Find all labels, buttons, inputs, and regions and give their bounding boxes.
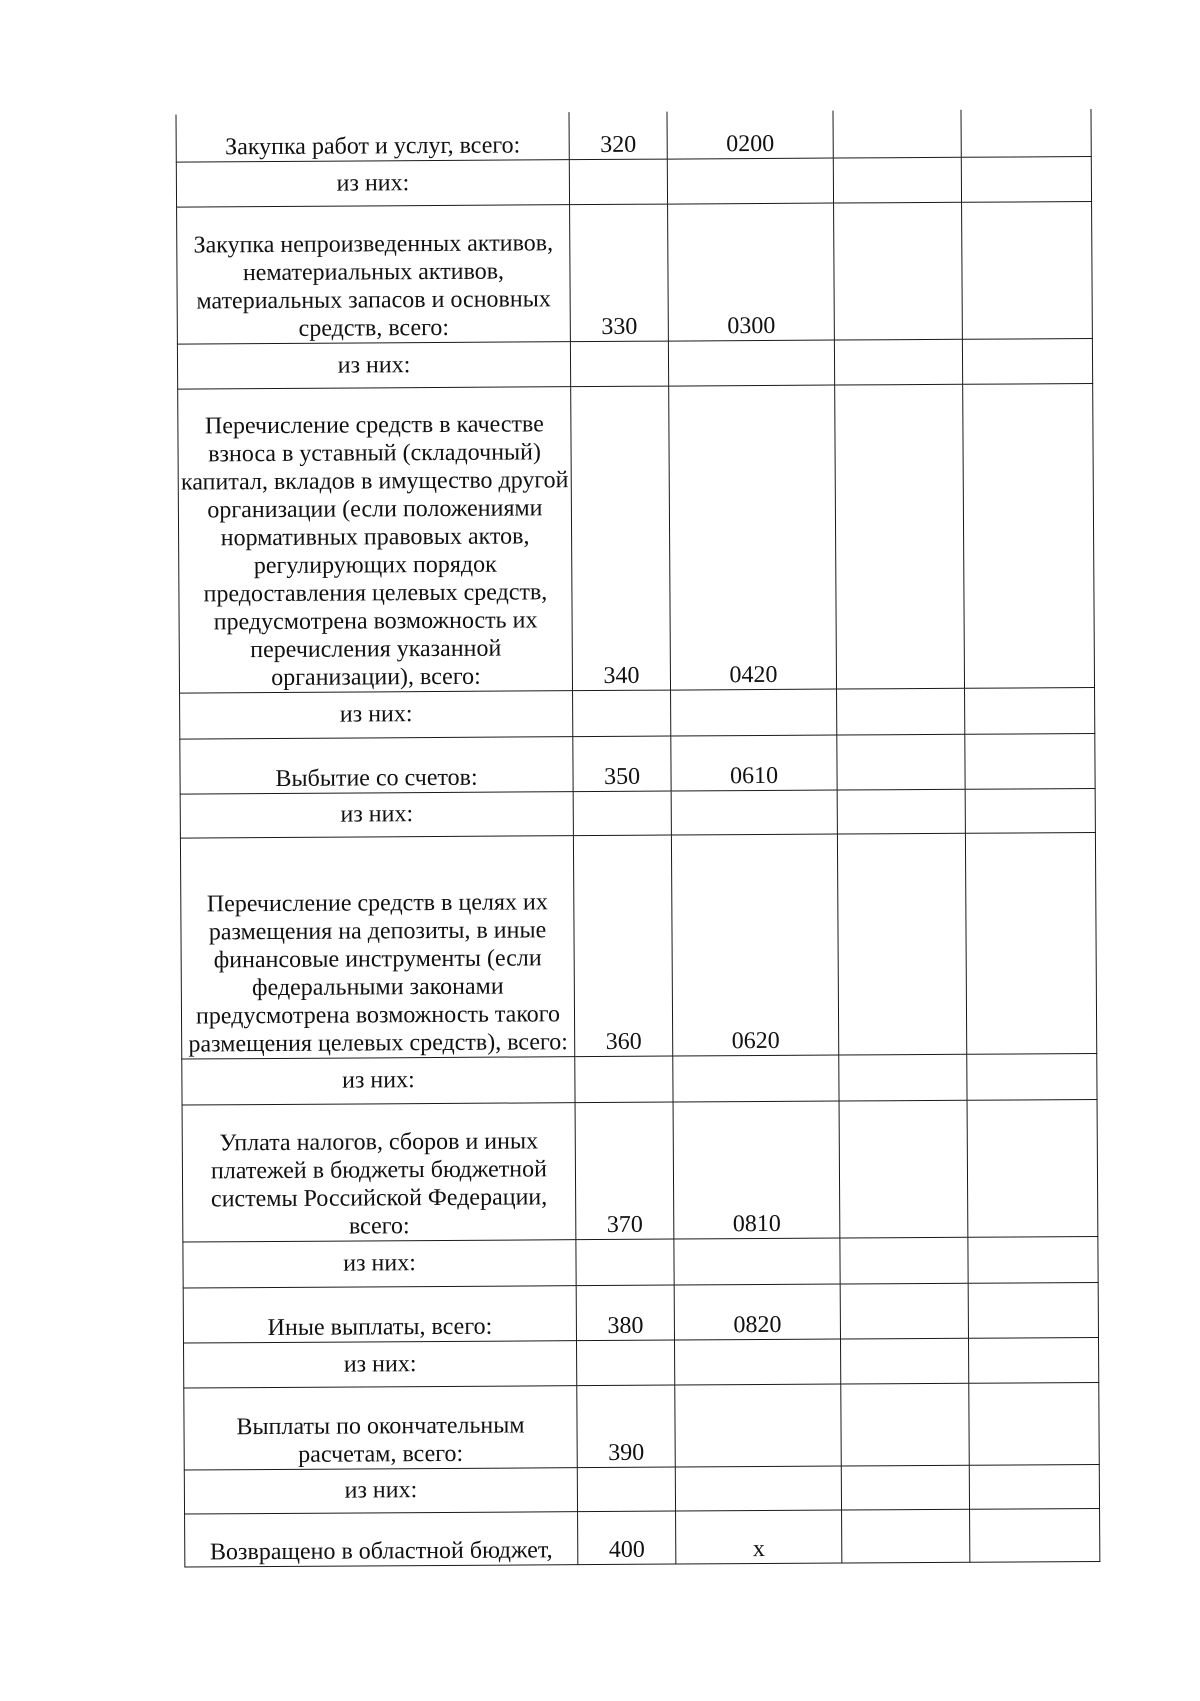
row-name: из них:: [180, 791, 573, 837]
row-budget-code: [675, 1466, 841, 1511]
row-name: Возвращено в областной бюджет,: [185, 1511, 578, 1566]
row-line-code: 360: [573, 835, 672, 1057]
row-value-2: [963, 383, 1095, 688]
row-line-code: [569, 159, 667, 205]
table-row: [184, 1382, 1099, 1470]
row-budget-code: [671, 689, 837, 736]
table-row: [176, 156, 1091, 207]
row-budget-code: [673, 1055, 839, 1102]
row-name: из них:: [182, 1056, 575, 1104]
row-budget-code: 0620: [671, 834, 838, 1056]
row-line-code: [576, 1239, 674, 1286]
row-value-2: [969, 1382, 1099, 1465]
row-value-1: [837, 688, 965, 735]
row-name: Уплата налогов, сборов и иных платежей в бюджеты бюджетной системы Российской Федерации, всего:: [182, 1102, 576, 1241]
row-line-code: 380: [576, 1285, 674, 1341]
row-value-1: [841, 1465, 969, 1510]
row-name: из них:: [184, 1467, 577, 1513]
row-budget-code: 0200: [667, 111, 833, 159]
row-value-1: [837, 833, 966, 1055]
table-row: [177, 201, 1093, 344]
row-name: Выплаты по окончательным расчетам, всего:: [184, 1385, 577, 1469]
row-value-2: [970, 1508, 1100, 1562]
row-line-code: 400: [578, 1511, 676, 1565]
row-name: из них:: [177, 341, 570, 388]
row-line-code: [570, 341, 668, 387]
table-row: [177, 338, 1092, 389]
row-line-code: [573, 791, 671, 836]
row-value-2: [967, 1099, 1098, 1237]
row-line-code: 370: [575, 1102, 674, 1240]
table-row: [183, 1282, 1098, 1343]
row-line-code: 320: [569, 112, 667, 160]
row-value-1: [840, 1338, 968, 1384]
row-budget-code: [667, 158, 833, 204]
row-line-code: [573, 690, 671, 737]
row-budget-code: [668, 340, 834, 386]
row-value-1: [840, 1283, 968, 1339]
row-budget-code: 0810: [673, 1101, 840, 1239]
row-value-2: [965, 788, 1095, 833]
row-budget-code: [675, 1384, 841, 1467]
table-row: [180, 733, 1095, 794]
row-line-code: 390: [577, 1385, 675, 1468]
row-value-1: [833, 157, 961, 203]
row-value-1: [842, 1509, 970, 1563]
row-value-2: [965, 687, 1095, 734]
row-name: из них:: [180, 690, 573, 738]
row-value-1: [837, 734, 965, 790]
row-value-2: [969, 1464, 1099, 1509]
row-name: Иные выплаты, всего:: [183, 1285, 576, 1342]
row-value-1: [834, 339, 962, 385]
row-value-1: [833, 110, 961, 158]
row-value-2: [968, 1337, 1098, 1383]
table-row: [180, 687, 1095, 739]
row-name: из них:: [176, 159, 569, 206]
row-value-1: [839, 1100, 968, 1238]
row-line-code: 330: [570, 204, 669, 342]
row-value-2: [965, 733, 1095, 789]
row-name: Выбытие со счетов:: [180, 736, 573, 793]
table-row: [185, 1508, 1100, 1567]
row-budget-code: х: [676, 1510, 842, 1564]
row-value-1: [839, 1054, 967, 1101]
table-row: [183, 1236, 1098, 1288]
table-row: [182, 1053, 1097, 1105]
row-name: из них:: [183, 1239, 576, 1287]
row-value-2: [968, 1282, 1098, 1338]
row-name: Закупка работ и услуг, всего:: [176, 112, 569, 161]
table-row: [184, 1337, 1099, 1388]
row-value-2: [962, 338, 1092, 384]
row-value-2: [961, 156, 1091, 202]
table-row: [184, 1464, 1099, 1514]
row-budget-code: 0300: [668, 203, 835, 341]
row-name: из них:: [184, 1340, 577, 1387]
table-row: [180, 788, 1095, 838]
row-budget-code: [674, 1238, 840, 1285]
row-budget-code: [671, 790, 837, 835]
row-budget-code: 0610: [671, 735, 837, 791]
row-value-2: [968, 1236, 1098, 1283]
row-line-code: [577, 1467, 675, 1512]
row-line-code: 340: [571, 386, 671, 691]
row-value-2: [967, 1053, 1097, 1100]
table-row: [182, 1099, 1098, 1242]
row-name: Перечисление средств в целях их размещения на депозиты, в иные финансовые инструменты (если федеральными законами предусмотрена возможность такого размещения целевых средств), всего:: [180, 835, 574, 1058]
table-row: [178, 383, 1095, 693]
row-name: Закупка непроизведенных активов, нематериальных активов, материальных запасов и основных средств, всего:: [177, 204, 571, 343]
row-value-1: [840, 1237, 968, 1284]
table-row: [180, 832, 1096, 1059]
row-budget-code: [674, 1339, 840, 1385]
cash-flow-table: [175, 109, 1100, 1567]
row-line-code: [576, 1340, 674, 1386]
row-name: Перечисление средств в качестве взноса в уставный (складочный) капитал, вкладов в имущество другой организации (если положениями нормативных правовых актов, регулирующих порядок предоставления целевых средств, предусмотрена возможность их перечисления указанной организации), всего:: [178, 386, 573, 692]
row-budget-code: 0420: [669, 385, 837, 690]
row-value-2: [965, 832, 1096, 1054]
row-value-1: [834, 202, 963, 340]
table-row: [176, 109, 1091, 162]
row-value-1: [841, 1383, 969, 1466]
row-value-1: [837, 789, 965, 834]
row-line-code: 350: [573, 736, 671, 792]
row-budget-code: 0820: [674, 1284, 840, 1340]
row-value-2: [961, 109, 1091, 157]
row-value-2: [962, 201, 1093, 339]
row-line-code: [575, 1056, 673, 1103]
row-value-1: [835, 384, 965, 689]
